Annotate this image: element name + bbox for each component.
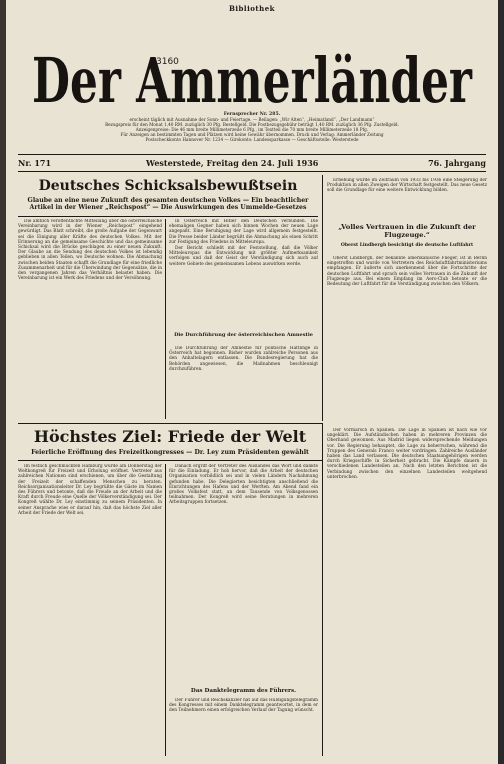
sub-line-4: Für Anzeigen an bestimmten Tagen und Plätzen wird keine Gewähr übernommen. Druck und Verlag: Ammerländer Zeitung [120,132,384,138]
sub-line-1: erscheint täglich mit Ausnahme der Sonn- und Feiertage. — Beilagen: „Wir Alten“, „Heimatland“, „Der Landmann“ [129,117,375,123]
masthead-logo [16,52,488,110]
main-col-2b-text: Der Führer und Reichskanzler hat auf das Huldigungstelegramm des Kongresses mit einem Danktelegramm geantwortet, in dem er den Teilnehmern einen erfolgreichen Verlauf der Tagung wünscht. [169,698,318,714]
library-stamp: Bibliothek [228,4,276,13]
main-col-3-text: Der Vormarsch in Spanien. Die Lage in Spanien ist nach wie vor ungeklärt. Die Aufständischen haben in mehreren Provinzen die Oberhand gewonnen. Aus Madrid liegen widersprechende Meldungen vor. Die Regierung behauptet, die Lage zu beherrschen, während die Truppen des Generals Franco weiter vordringen. Zahlreiche Ausländer haben das Land verlassen. Die deutschen Staatsangehörigen werden durch Kriegsschiffe in Sicherheit gebracht. Die Kämpfe dauern in verschiedenen Landesteilen an. Nach den letzten Berichten ist die Verbindung zwischen den einzelnen Landesteilen weitgehend unterbrochen. [327,428,487,480]
sub-line-5: Postscheckkonto Hannover Nr. 1234 — Girokonto: Landessparkasse — Geschäftsstelle: Westerstede [145,137,359,143]
right-col-body [327,256,487,421]
left-lead-rule [18,216,318,217]
masthead [16,52,488,110]
sub-line-2: Bezugspreis für den Monat 1,40 RM. zuzüglich 30 Pfg. Bestellgeld. Die Postbezugsgebühr beträgt 1,40 RM. zuzüglich 36 Pfg. Zustellgeld. [105,122,399,128]
left-col-1-text: Die amtlich veröffentlichte Mitteilung über die österreichische Vereinbarung wird in der Wiener „Reichspost“ eingehend gewürdigt. Das Blatt schreibt, die große Aufgabe der Gegenwart sei die Einigung aller Kräfte des deutschen Volkes. Mit der Erinnerung an die gemeinsame Geschichte und das gemeinsame Schicksal wird die Brücke geschlagen zu einer neuen Zukunft. Der Glaube an die Sendung des deutschen Volkes ist lebendig geblieben in allen Teilen, wo Deutsche wohnen. Die Abmachung zwischen beiden Staaten schafft die Grundlage für eine friedliche Zusammenarbeit und für die Überwindung der Gegensätze, die in den vergangenen Jahren das Verhältnis belastet haben. Die Vereinbarung ist ein Werk des Friedens und der Versöhnung. [18,219,162,282]
right-col-divider [322,175,323,421]
main-col-1-text: Im festlich geschmückten Hamburg wurde am Donnerstag der Weltkongreß für Freizeit und Erholung eröffnet. Vertreter aus zahlreichen Nationen sind erschienen, um über die Gestaltung der Freizeit der schaffenden Menschen zu beraten. Reichsorganisationsleiter Dr. Ley begrüßte die Gäste im Namen des Führers und betonte, daß die Freude an der Arbeit und die Kraft durch Freude eine Quelle der Völkerverständigung sei. Der Kongreß wählte Dr. Ley einstimmig zu seinem Präsidenten. In seiner Ansprache wies er darauf hin, daß das höchste Ziel aller Arbeit der Friede der Welt sei. [18,464,162,516]
right-headline: „Volles Vertrauen in die Zukunft der Flugzeuge.“ [338,223,476,239]
main-col-2 [169,464,318,684]
dateline [18,158,486,170]
main-right-divider [322,423,323,756]
middle-headline: Die Durchführung der österreichischen Amnestie [174,332,313,338]
left-col-1 [18,219,162,419]
right-lead: Oberst Lindbergh besichtigt die deutsche Luftfahrt [340,243,474,248]
main-top-rule [18,423,322,424]
phone-line: Fernsprecher Nr. 285. [223,112,281,117]
left-col-2-text: Der Bericht schließt mit der Feststellung, daß die Völker Mitteleuropas die Entwicklung mit größter Aufmerksamkeit verfolgen und daß der Geist der Verständigung sich auch auf weitere Gebiete des gemeinsamen Lebens auswirken werde. [169,246,318,267]
right-col-top [327,178,487,220]
main-subhead: Das Danktelegramm des Führers. [190,688,297,694]
middle-text-2: Die Durchführung der Amnestie für politische Häftlinge in Österreich hat begonnen. Bisher wurden zahlreiche Personen aus den Anhaltelagern entlassen. Die Bundesregierung hat die Behörden angewiesen, die Maßnahmen beschleunigt durchzuführen. [169,346,318,372]
left-lead: Glaube an eine neue Zukunft des gesamten deutschen Volkes — Ein beachtlicher Artikel in der Wiener „Reichspost“ — Die Auswirkungen des Ummelde-Gesetzes [27,197,309,211]
masthead-title: Der Ammerländer [32,52,473,110]
dateline-rule [18,171,486,172]
main-col-divider [165,464,166,756]
middle-col-2 [169,346,318,420]
right-text-2: Oberst Lindbergh, der bekannte amerikanische Flieger, ist in Berlin eingetroffen und wurde von Vertretern des Reichsluftfahrtministeriums empfangen. Er äußerte sich anerkennend über die Fortschritte der deutschen Luftfahrt und sprach sein volles Vertrauen in die Zukunft der Flugzeuge aus. Bei einem Empfang im Aero-Club betonte er die Bedeutung der Luftfahrt für die Verständigung zwischen den Völkern. [327,256,487,288]
newspaper-page [6,0,498,764]
right-text: Erhebung wurde im Zeitraum von 1933 bis 1936 eine Steigerung der Produktion in allen Zweigen der Wirtschaft festgestellt. Das neue Gesetz soll die Grundlage für eine weitere Entwicklung bilden. [327,178,487,194]
main-headline: Höchstes Ziel: Friede der Welt [33,427,307,446]
issue-date: Westerstede, Freitag den 24. Juli 1936 [146,158,319,168]
main-col-1 [18,464,162,756]
top-rule [18,154,486,155]
middle-text: In Österreich mit Hitler den Deutschen verbunden. Die ehemaligen Gegner haben sich binnen Wochen der neuen Lage angepaßt. Eine Beruhigung der Lage wird allgemein festgestellt. Die Presse beider Länder begrüßt die Abmachung als einen Schritt zur Festigung des Friedens in Mitteleuropa. [169,219,318,245]
main-lead: Feierliche Eröffnung des Freizeitkongresses — Dr. Ley zum Präsidenten gewählt [31,449,309,456]
main-col-2b [169,698,318,756]
main-col-3 [327,428,487,756]
main-lead-rule [18,460,322,461]
volume: 76. Jahrgang [428,158,486,168]
main-col-2-text: Danach ergriff der Vertreter des Auslandes das Wort und dankte für die Einladung. Er hob hervor, daß die Arbeit der deutschen Organisation vorbildlich sei und in vielen Ländern Nachahmung gefunden habe. Die Delegierten besichtigten anschließend die Einrichtungen des Hafens und der Werften. Am Abend fand ein großes Volksfest statt, an dem Tausende von Volksgenossen teilnahmen. Der Kongreß wird seine Beratungen in mehreren Arbeitsgruppen fortsetzen. [169,464,318,506]
archive-number: 3160 [156,57,179,67]
left-col-2 [169,219,318,329]
left-col-divider [165,219,166,419]
sub-line-3: Anzeigenpreise: Die 46 mm breite Millimeterzeile 6 Pfg., im Textteil die 70 mm breite Millimeterzeile 18 Pfg. [135,127,369,133]
left-headline: Deutsches Schicksalsbewußtsein [38,178,298,194]
issue-number: Nr. 171 [18,158,52,168]
subheader [18,112,486,143]
